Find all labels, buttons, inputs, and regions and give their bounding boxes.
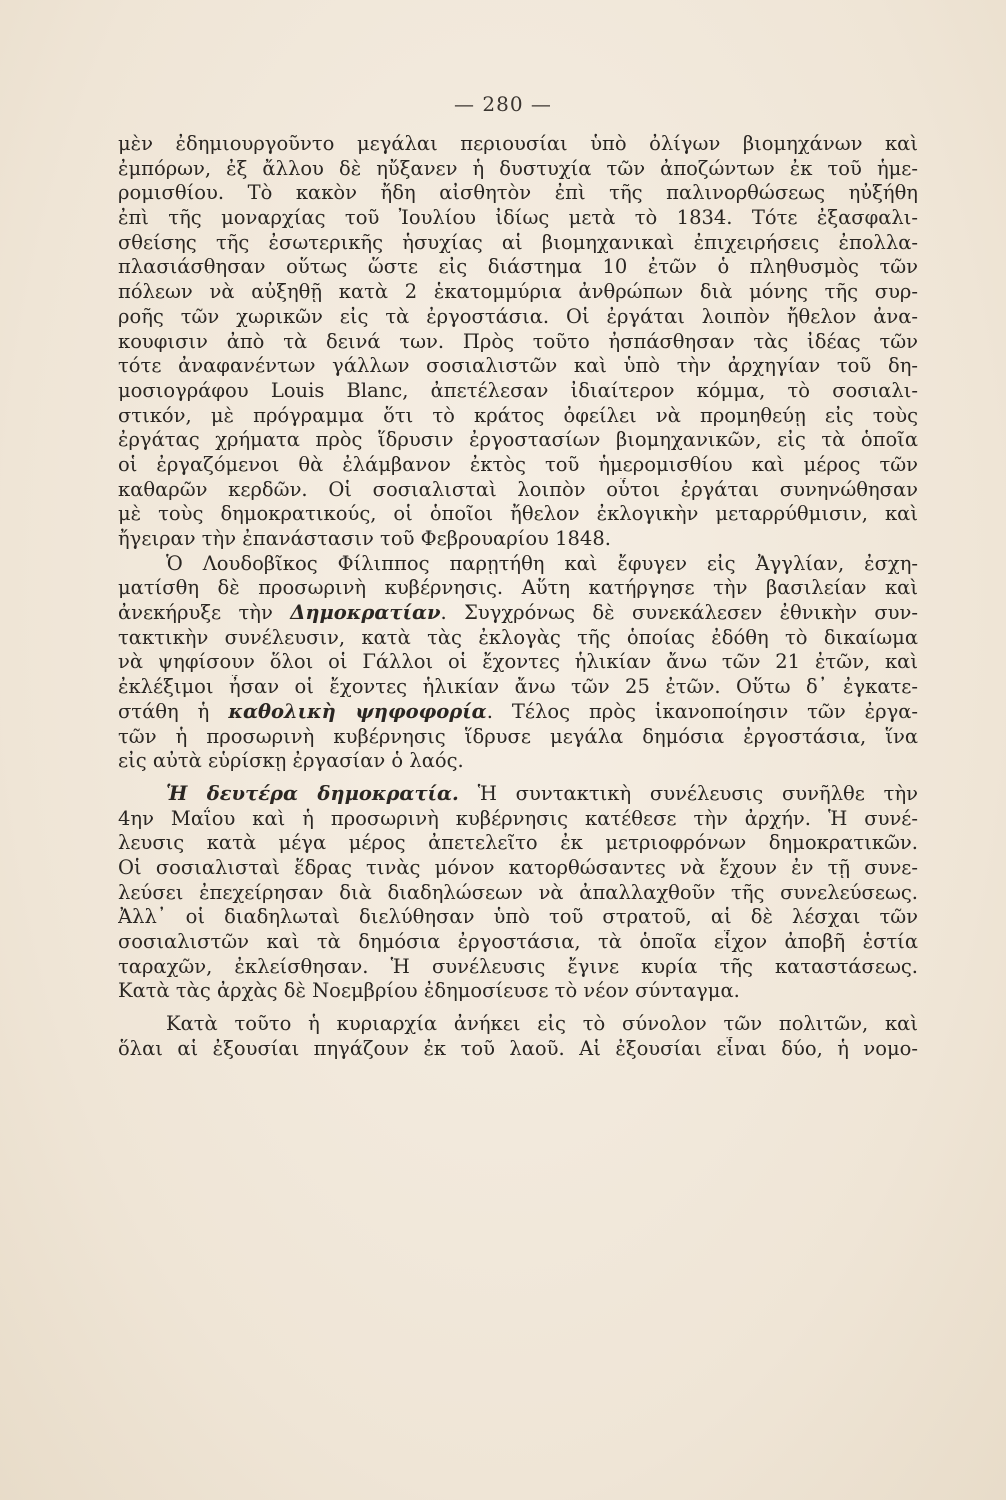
text-line: ροῆς τῶν χωρικῶν εἰς τὰ ἐργοστάσια. Οἱ ἐργάται λοιπὸν ἤθελον ἀνα- — [118, 304, 918, 328]
text-line: ἀνεκήρυξε τὴν Δημοκρατίαν. Συγχρόνως δὲ συνεκάλεσεν ἐθνικὴν συν- — [118, 601, 918, 625]
text-line: Κατὰ τοῦτο ἡ κυριαρχία ἀνήκει εἰς τὸ σύνολον τῶν πολιτῶν, καὶ — [166, 1012, 918, 1036]
text-span: Ἡ συντακτικὴ συνέλευσις συνῆλθε τὴν — [477, 781, 918, 805]
text-line: μὲ τοὺς δημοκρατικούς, οἱ ὁποῖοι ἤθελον ἐκλογικὴν μεταρρύθμισιν, καὶ — [118, 502, 918, 526]
emphasis-text: Δημοκρατίαν — [290, 601, 441, 625]
text-line: ἐκλέξιμοι ἦσαν οἱ ἔχοντες ἡλικίαν ἄνω τῶν 25 ἐτῶν. Οὕτω δ᾿ ἐγκατε- — [118, 675, 918, 699]
text-line: τακτικὴν συνέλευσιν, κατὰ τὰς ἐκλογὰς τῆς ὁποίας ἐδόθη τὸ δικαίωμα — [118, 625, 918, 649]
paragraph-4 — [118, 1012, 918, 1061]
text-line: ἐπὶ τῆς μοναρχίας τοῦ Ἰουλίου ἰδίως μετὰ τὸ 1834. Τότε ἐξασφαλι- — [118, 206, 918, 230]
text-line: ὅλαι αἱ ἐξουσίαι πηγάζουν ἐκ τοῦ λαοῦ. Αἱ ἐξουσίαι εἶναι δύο, ἡ νομο- — [118, 1036, 918, 1060]
emphasis-text: καθολικὴ ψηφοφορία — [228, 699, 487, 723]
text-line: λεύσει ἐπεχείρησαν διὰ διαδηλώσεων νὰ ἀπαλλαχθοῦν τῆς συνελεύσεως. — [118, 880, 918, 904]
text-line: τότε ἀναφανέντων γάλλων σοσιαλιστῶν καὶ ὑπὸ τὴν ἀρχηγίαν τοῦ δη- — [118, 354, 918, 378]
text-line: ταραχῶν, ἐκλείσθησαν. Ἡ συνέλευσις ἔγινε κυρία τῆς καταστάσεως. — [118, 954, 918, 978]
section-heading: Ἡ δευτέρα δημοκρατία. — [166, 781, 459, 805]
text-line: ματίσθη δὲ προσωρινὴ κυβέρνησις. Αὕτη κατήργησε τὴν βασιλείαν καὶ — [118, 576, 918, 600]
text-line: στικόν, μὲ πρόγραμμα ὅτι τὸ κράτος ὀφείλει νὰ προμηθεύῃ εἰς τοὺς — [118, 403, 918, 427]
text-line: ρομισθίου. Τὸ κακὸν ἤδη αἰσθητὸν ἐπὶ τῆς παλινορθώσεως ηὐξήθη — [118, 181, 918, 205]
paragraph-1 — [118, 132, 918, 552]
text-line: σοσιαλιστῶν καὶ τὰ δημόσια ἐργοστάσια, τὰ ὁποῖα εἶχον ἀποβῆ ἑστία — [118, 930, 918, 953]
text-line: καθαρῶν κερδῶν. Οἱ σοσιαλισταὶ λοιπὸν οὗτοι ἐργάται συνηνώθησαν — [118, 477, 918, 501]
text-line: πλασιάσθησαν οὕτως ὥστε εἰς διάστημα 10 ἐτῶν ὁ πληθυσμὸς τῶν — [118, 255, 918, 279]
text-line: Ὁ Λουδοβῖκος Φίλιππος παρῃτήθη καὶ ἔφυγεν εἰς Ἀγγλίαν, ἐσχη- — [166, 551, 918, 575]
paragraph-3 — [118, 782, 918, 1004]
paragraph-2 — [118, 552, 918, 774]
text-line: μοσιογράφου Louis Blanc, ἀπετέλεσαν ἰδιαίτερον κόμμα, τὸ σοσιαλι- — [118, 378, 918, 402]
text-line: νὰ ψηφίσουν ὅλοι οἱ Γάλλοι οἱ ἔχοντες ἡλικίαν ἄνω τῶν 21 ἐτῶν, καὶ — [118, 650, 918, 674]
text-line: πόλεων νὰ αὐξηθῇ κατὰ 2 ἑκατομμύρια ἀνθρώπων διὰ μόνης τῆς συρ- — [118, 280, 918, 304]
text-line: 4ην Μαΐου καὶ ἡ προσωρινὴ κυβέρνησις κατέθεσε τὴν ἀρχήν. Ἡ συνέ- — [118, 806, 918, 830]
body-text — [118, 132, 918, 1061]
text-line: λευσις κατὰ μέγα μέρος ἀπετελεῖτο ἐκ μετριοφρόνων δημοκρατικῶν. — [118, 831, 918, 855]
text-line: εἰς αὐτὰ εὑρίσκῃ ἐργασίαν ὁ λαός. — [118, 749, 464, 773]
text-line: Κατὰ τὰς ἀρχὰς δὲ Νοεμβρίου ἐδημοσίευσε τὸ νέον σύνταγμα. — [118, 979, 740, 1003]
text-line: κουφισιν ἀπὸ τὰ δεινά των. Πρὸς τοῦτο ἠσπάσθησαν τὰς ἰδέας τῶν — [118, 329, 918, 353]
text-line: ἐμπόρων, ἐξ ἄλλου δὲ ηὔξανεν ἡ δυστυχία τῶν ἀποζώντων ἐκ τοῦ ἡμε- — [118, 156, 918, 180]
text-line — [118, 782, 918, 807]
page-number: — 280 — — [454, 92, 552, 116]
text-line: Οἱ σοσιαλισταὶ ἕδρας τινὰς μόνον κατορθώσαντες νὰ ἔχουν ἐν τῇ συνε- — [118, 855, 918, 879]
text-line: Ἀλλ᾿ οἱ διαδηλωταὶ διελύθησαν ὑπὸ τοῦ στρατοῦ, αἱ δὲ λέσχαι τῶν — [118, 905, 918, 929]
text-line: ἤγειραν τὴν ἐπανάστασιν τοῦ Φεβρουαρίου 1848. — [118, 527, 611, 550]
text-line: τῶν ἡ προσωρινὴ κυβέρνησις ἵδρυσε μεγάλα δημόσια ἐργοστάσια, ἵνα — [118, 724, 918, 748]
text-line: σθείσης τῆς ἐσωτερικῆς ἡσυχίας αἱ βιομηχανικαὶ ἐπιχειρήσεις ἐπολλα- — [118, 230, 918, 254]
text-line: στάθη ἡ καθολικὴ ψηφοφορία. Τέλος πρὸς ἱκανοποίησιν τῶν ἐργα- — [118, 699, 918, 723]
text-line: ἐργάτας χρήματα πρὸς ἵδρυσιν ἐργοστασίων βιομηχανικῶν, εἰς τὰ ὁποῖα — [118, 428, 918, 452]
text-line: μὲν ἐδημιουργοῦντο μεγάλαι περιουσίαι ὑπὸ ὀλίγων βιομηχάνων καὶ — [118, 132, 918, 155]
text-line: οἱ ἐργαζόμενοι θὰ ἐλάμβανον ἐκτὸς τοῦ ἡμερομισθίου καὶ μέρος τῶν — [118, 452, 918, 476]
